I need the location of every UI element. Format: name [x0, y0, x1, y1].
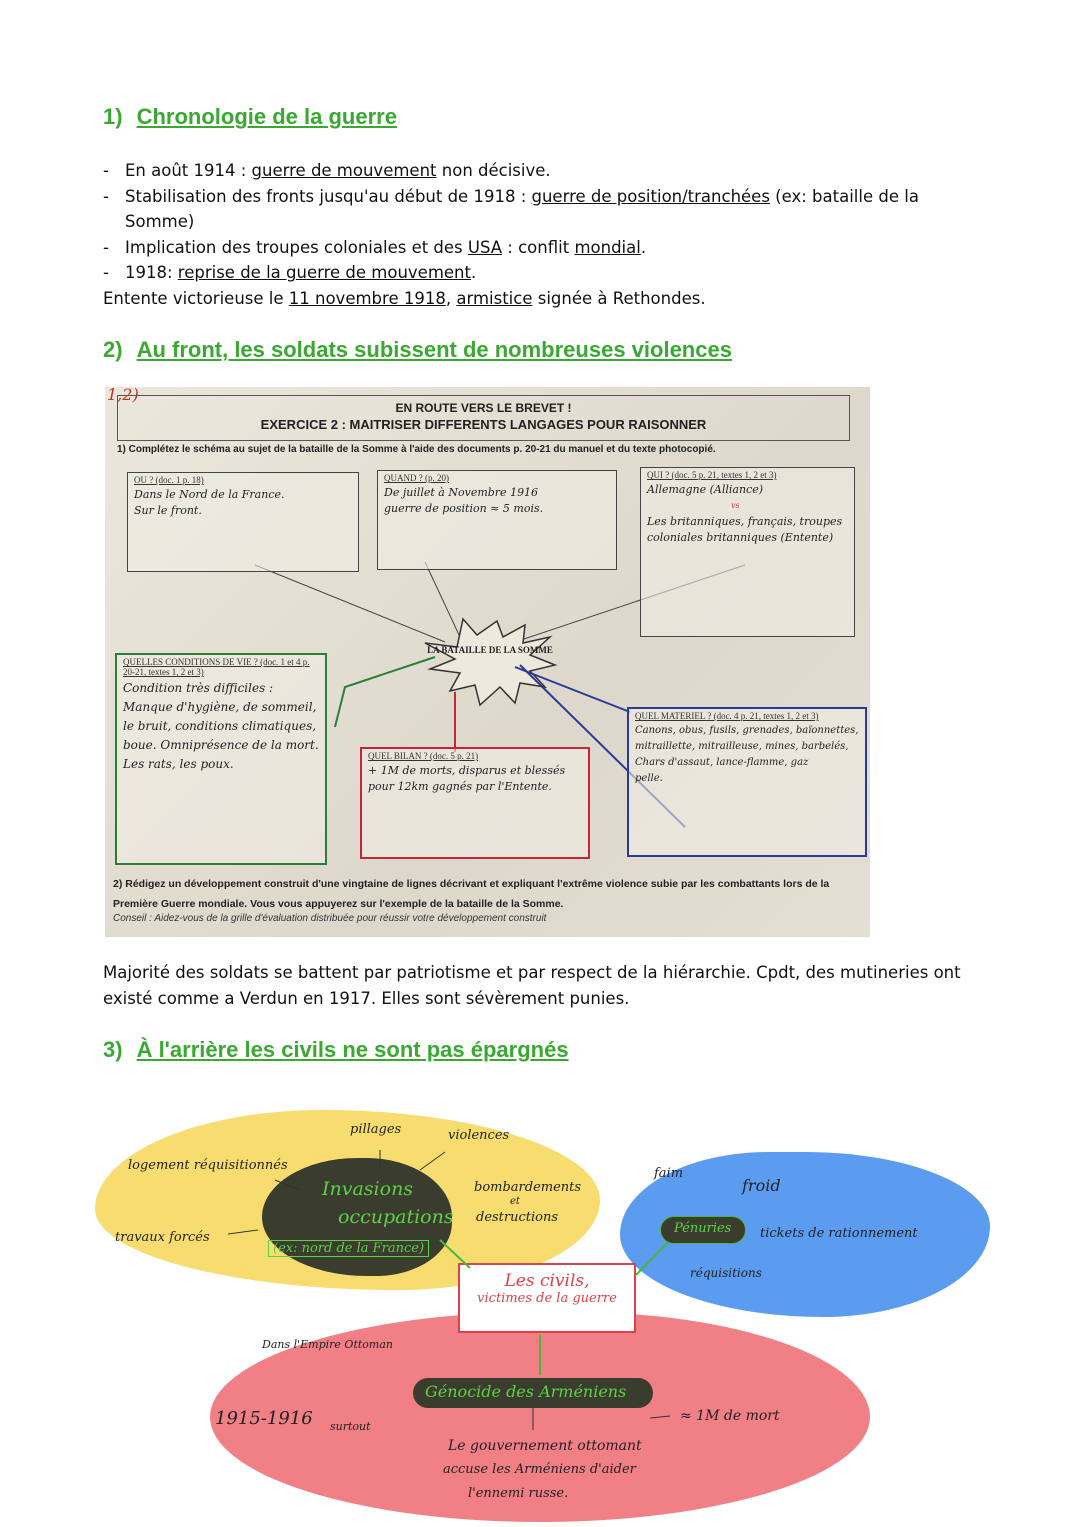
exercise-photo [105, 387, 870, 937]
section-2-heading: 2) Au front, les soldats subissent de nombreuses violences [103, 337, 732, 362]
box-where: OU ? (doc. 1 p. 18) Dans le Nord de la France. Sur le front. [127, 472, 359, 572]
mutinies-paragraph: Majorité des soldats se battent par patriotisme et par respect de la hiérarchie. Cpdt, des mutineries ont existé comme a Verdun en 1917. Elles sont sévèrement punies. [103, 963, 961, 1008]
section-1-heading: 1) Chronologie de la guerre [103, 104, 397, 129]
box-when: QUAND ? (p. 20) De juillet à Novembre 1916 guerre de position ≈ 5 mois. [377, 470, 617, 570]
civilians-mindmap: Invasions occupations (ex: nord de la France) pillages violences logement réquisitionnés bombardements et destructions travaux forcés Pénuries faim froid tickets de rationnement réquisitions Les civils, victimes de la guerre Génocide des Arméniens Dans l'Empire Ottoman 1915-1916 surtout ≈ 1M de mort Le gouvernement ottomant accuse les Arméniens d'aider l'ennemi russe. [0, 1090, 1080, 1527]
box-who: QUI ? (doc. 5 p. 21, textes 1, 2 et 3) Allemagne (Alliance) vs Les britanniques, français, troupes coloniales britanniques (Entente) [640, 467, 855, 637]
chronology-list [103, 158, 983, 311]
box-equipment: QUEL MATERIEL ? (doc. 4 p. 21, textes 1, 2 et 3) Canons, obus, fusils, grenades, baïonnettes, mitraillette, mitrailleuse, mines, barbelés, Chars d'assaut, lance-flamme, gaz pelle. [627, 707, 867, 857]
center-label: LA BATAILLE DE LA SOMME [427, 645, 553, 655]
box-living-conditions: QUELLES CONDITIONS DE VIE ? (doc. 1 et 4 p. 20-21, textes 1, 2 et 3) Condition très difficiles : Manque d'hygiène, de sommeil, le bruit, conditions climatiques, boue. Omniprésence de la mort. Les rats, les poux. [115, 653, 327, 865]
chronology-item: - 1918: reprise de la guerre de mouvement. [103, 263, 477, 282]
chronology-item: - Implication des troupes coloniales et des USA : conflit mondial. [103, 237, 647, 257]
mindmap-links [0, 1090, 1080, 1527]
question-2: 2) Rédigez un développement construit d'une vingtaine de lignes décrivant et expliquant l'extrême violence subie par les combattants lors de la Première Guerre mondiale. Vous vous appuyerez sur l'exemple de la bataille de la Somme. [113, 878, 830, 910]
box-toll: QUEL BILAN ? (doc. 5 p. 21) + 1M de morts, disparus et blessés pour 12km gagnés par l'Entente. [360, 747, 590, 859]
center-starburst [425, 619, 555, 705]
chronology-item: - En août 1914 : guerre de mouvement non décisive. [103, 161, 551, 180]
exercise-header: EN ROUTE VERS LE BREVET ! EXERCICE 2 : MAITRISER DIFFERENTS LANGAGES POUR RAISONNER [117, 395, 850, 441]
question-1: 1) Complétez le schéma au sujet de la bataille de la Somme à l'aide des documents p. 20-21 du manuel et du texte photocopié. [117, 444, 716, 455]
chronology-item: Entente victorieuse le 11 novembre 1918, armistice signée à Rethondes. [103, 288, 706, 308]
advice-text: Conseil : Aidez-vous de la grille d'évaluation distribuée pour réussir votre développement construit [113, 913, 547, 924]
center-node: Les civils, victimes de la guerre [458, 1263, 636, 1333]
chronology-item: - Stabilisation des fronts jusqu'au début de 1918 : guerre de position/tranchées (ex: bataille de la Somme) [103, 186, 919, 231]
section-3-heading: 3) À l'arrière les civils ne sont pas épargnés [103, 1037, 569, 1062]
margin-note: 1,2) [107, 387, 139, 404]
